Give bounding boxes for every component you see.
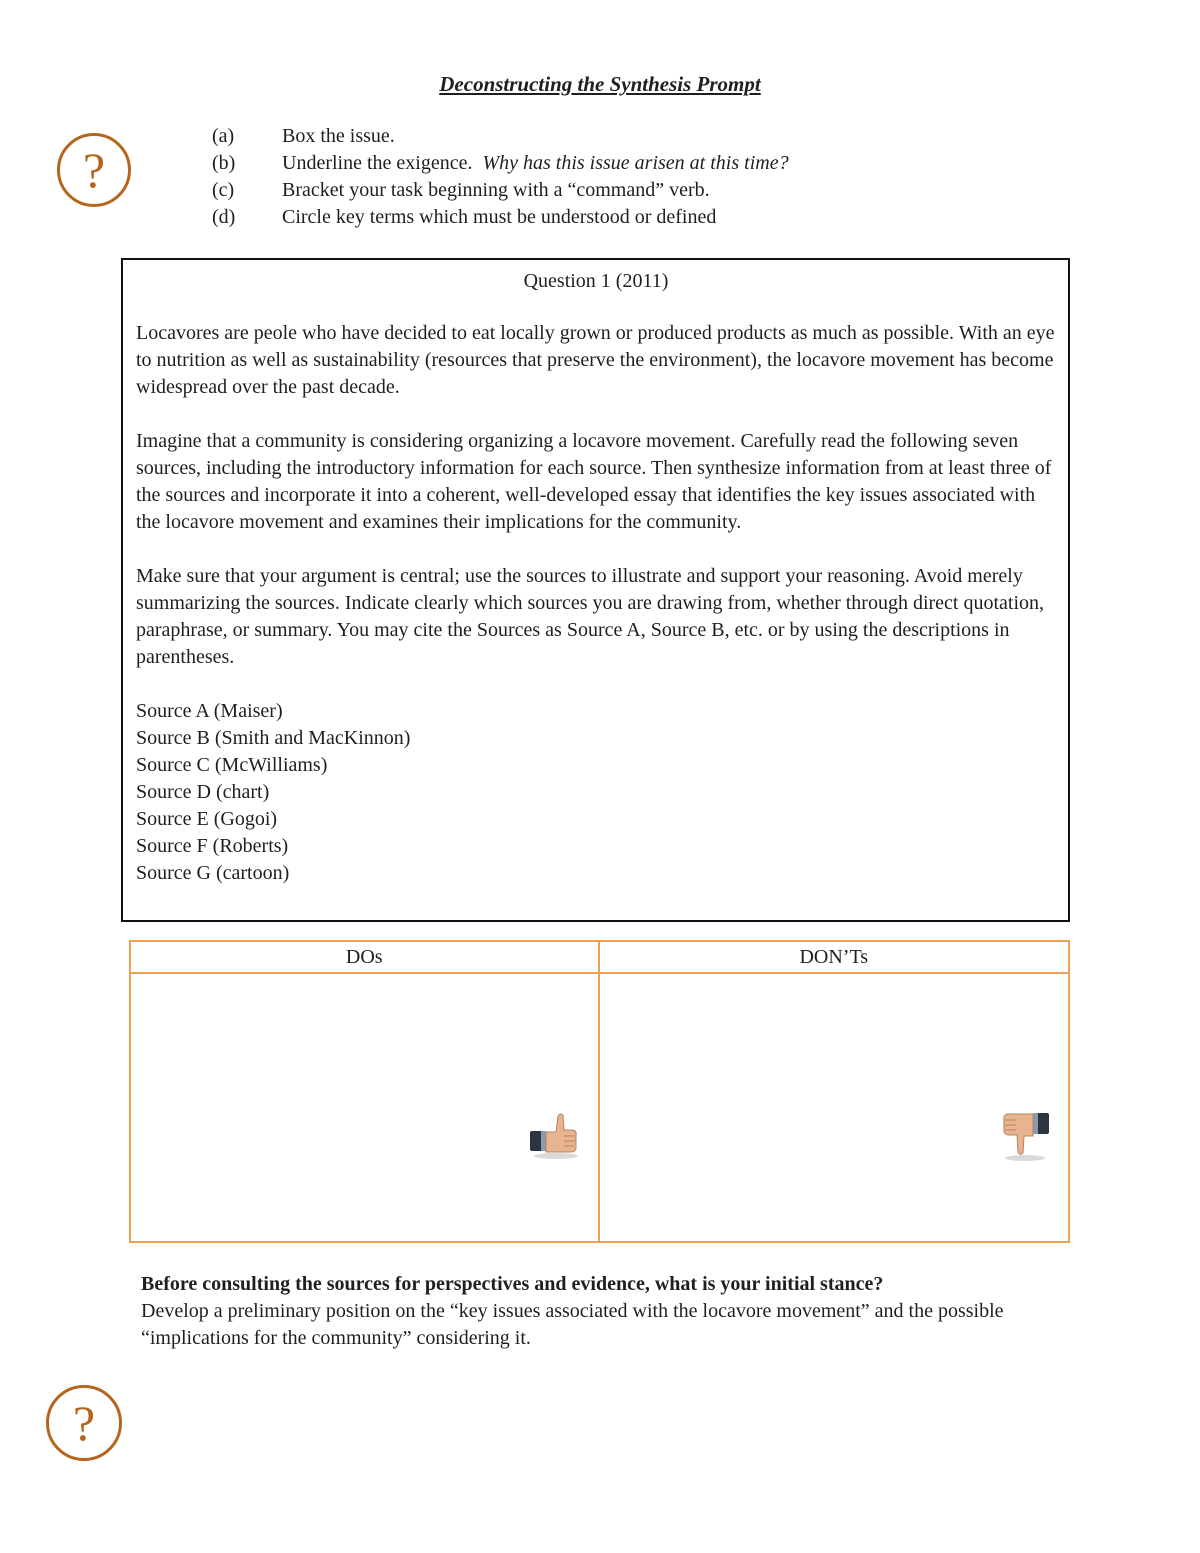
instruction-list [212,123,789,231]
prompt-paragraph: Imagine that a community is considering organizing a locavore movement. Carefully read the following seven sources, including the introductory information for each source. Then synthesize information from at least three of the sources and incorporate it into a coherent, well-developed essay that identifies the key issues associated with the locavore movement and examines their implications for the community. [136,430,1052,533]
instruction-letter: (a) [212,125,235,147]
question-mark-circle-icon [45,1384,123,1462]
instruction-text: Circle key terms which must be understood or defined [282,206,717,228]
thumbs-down-icon [998,1112,1050,1162]
dos-cell[interactable] [131,974,600,1241]
source-item: Source A (Maiser) [136,700,283,722]
donts-cell[interactable] [600,974,1069,1241]
stance-question: Before consulting the sources for perspectives and evidence, what is your initial stance? [141,1273,884,1295]
question-mark-circle-icon [56,132,132,208]
prompt-paragraph: Make sure that your argument is central; use the sources to illustrate and support your reasoning. Avoid merely summarizing the sources. Indicate clearly which sources you are drawing from, whether through direct quotation, paraphrase, or summary. You may cite the Sources as Source A, Source B, etc. or by using the descriptions in parentheses. [136,565,1045,668]
source-item: Source D (chart) [136,781,270,803]
instruction-letter: (c) [212,179,235,201]
instruction-item [212,177,789,204]
source-item: Source C (McWilliams) [136,754,328,776]
prompt-paragraph: Locavores are peole who have decided to eat locally grown or produced products as much as possible. With an eye to nutrition as well as sustainability (resources that preserve the environment), the locavore movement has become widespread over the past decade. [136,322,1055,398]
source-item: Source F (Roberts) [136,835,289,857]
dos-header: DOs [131,942,600,974]
prompt-heading: Question 1 (2011) [523,270,669,292]
dos-donts-table [129,940,1070,1243]
stance-instructions: Develop a preliminary position on the “key issues associated with the locavore movement” and the possible “implications for the community” considering it. [141,1300,1004,1349]
svg-text:?: ? [72,1395,96,1451]
instruction-letter: (d) [212,206,236,228]
source-item: Source G (cartoon) [136,862,290,884]
instruction-text: Box the issue. [282,125,395,147]
instruction-note: Why has this issue arisen at this time? [482,152,789,174]
instruction-item [212,204,789,231]
instruction-item [212,123,789,150]
svg-text:?: ? [82,142,106,198]
instruction-letter: (b) [212,152,236,174]
source-item: Source B (Smith and MacKinnon) [136,727,411,749]
instruction-item [212,150,789,177]
initial-stance-section [141,1271,1081,1352]
instruction-text: Underline the exigence. [282,152,483,174]
instruction-text: Bracket your task beginning with a “command” verb. [282,179,710,201]
source-item: Source E (Gogoi) [136,808,278,830]
donts-header: DON’Ts [600,942,1069,974]
thumbs-up-icon [529,1112,581,1160]
prompt-box [121,258,1070,922]
source-list [136,698,1056,887]
page-title: Deconstructing the Synthesis Prompt [439,72,761,96]
